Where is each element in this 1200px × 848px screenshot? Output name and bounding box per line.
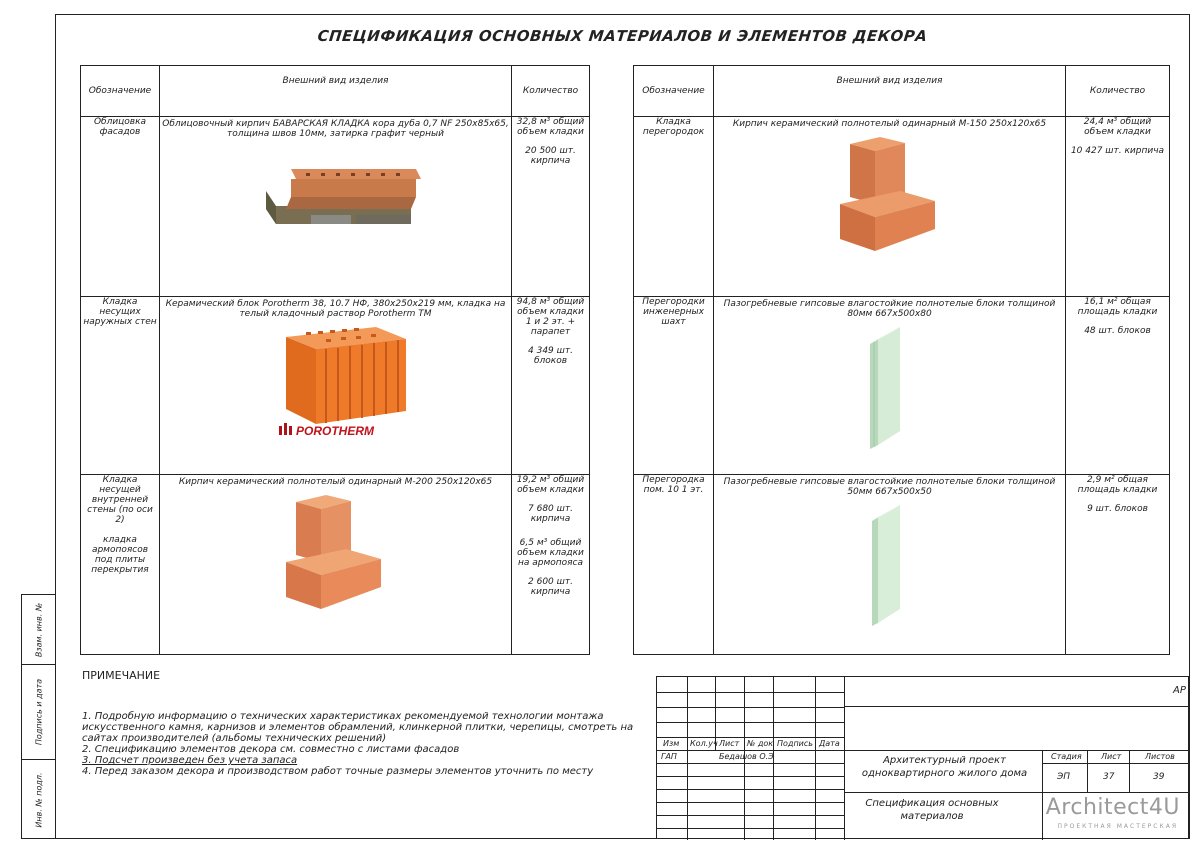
replace-inv-label: Взам. инв. №: [34, 602, 44, 657]
row-appearance: [714, 475, 1066, 655]
quantity-count-belt: 2 600 шт. кирпича: [528, 577, 573, 597]
col-header-change: Изм: [663, 739, 680, 748]
note-item: 4. Перед заказом декора и производством работ точные размеры элементов уточнить по месту: [82, 766, 594, 777]
col-header-qty: Кол.уч: [690, 739, 718, 748]
table-header: [634, 66, 1170, 117]
col-header-signature: Подпись: [777, 739, 813, 748]
row-quantity: [1066, 475, 1170, 655]
signature-date-cell: [22, 665, 56, 760]
row-designation: Перегородка пом. 10 1 эт.: [634, 475, 714, 655]
row-designation: Кладка несущей внутренней стены (по оси 2) кладка армопоясов под плиты перекрытия: [81, 475, 160, 655]
row-description: Пазогребневые гипсовые влагостойкие полнотелые блоки толщиной 80мм 667х500х80: [723, 299, 1056, 319]
row-appearance: [160, 117, 512, 297]
porotherm-logo-text: POROTHERM: [295, 424, 374, 438]
solid-brick-m200-image: [276, 487, 396, 617]
row-description: Керамический блок Porotherm 38, 10.7 НФ, 380х250х219 мм, кладка на телый кладочный раствор Porotherm TM: [165, 299, 506, 319]
sheet-title: Спецификация основных материалов: [865, 798, 999, 822]
col-header-date: Дата: [819, 739, 840, 748]
row-appearance: [160, 297, 512, 475]
quantity-area: 2,9 м² общая площадь кладки: [1077, 475, 1158, 495]
quantity-count: 10 427 шт. кирпича: [1070, 146, 1165, 156]
col-header-sheet: Лист: [719, 739, 740, 748]
row-appearance: [714, 117, 1066, 297]
sheet-label: Лист: [1101, 752, 1122, 761]
gap-name: Бедашов О.Э: [719, 752, 774, 761]
table-row: [81, 297, 590, 475]
title-block: [656, 676, 1189, 839]
header-appearance: Внешний вид изделия: [160, 66, 512, 117]
header-designation: Обозначение: [81, 66, 160, 117]
original-inv-cell: [22, 760, 56, 840]
sheets-value: 39: [1153, 772, 1165, 782]
table-row: [634, 117, 1170, 297]
table-row: [634, 297, 1170, 475]
row-designation: Кладка несущих наружных стен: [81, 297, 160, 475]
quantity-volume: 32,8 м³ общий объем кладки: [516, 117, 585, 137]
quantity-count: 20 500 шт. кирпича: [525, 146, 576, 166]
note-item: 1. Подробную информацию о технических характеристиках рекомендуемой технологии монтажа искусственного камня, карнизов и элементов обрамлений, клинкерной плитки, черепицы, смотреть на сайтах производителей (альбомы технических решений): [82, 711, 634, 744]
row-quantity: [1066, 117, 1170, 297]
replace-inv-cell: [22, 595, 56, 665]
header-quantity: Количество: [512, 66, 590, 117]
quantity-volume: 19,2 м³ общий объем кладки: [516, 475, 585, 495]
notes-heading: ПРИМЕЧАНИЕ: [82, 669, 161, 682]
table-row: [81, 117, 590, 297]
gypsum-block-50-image: [850, 497, 930, 632]
quantity-count: 7 680 шт. кирпича: [528, 504, 573, 524]
quantity-volume: 24,4 м³ общий объем кладки: [1083, 117, 1152, 137]
sheets-label: Листов: [1145, 752, 1175, 761]
row-designation: Перегородки инженерных шахт: [634, 297, 714, 475]
row-quantity: [512, 117, 590, 297]
col-header-doc: № док: [747, 739, 774, 748]
sheet-value: 37: [1103, 772, 1115, 782]
row-appearance: [160, 475, 512, 655]
gypsum-block-80-image: [850, 319, 930, 454]
row-quantity: [512, 475, 590, 655]
brand-logo: Architect4U: [1045, 795, 1180, 820]
stage-label: Стадия: [1051, 752, 1082, 761]
facing-brick-image: [236, 139, 436, 249]
header-quantity: Количество: [1066, 66, 1170, 117]
row-quantity: [1066, 297, 1170, 475]
table-row: [81, 475, 590, 655]
table-header: [81, 66, 590, 117]
note-item: 3. Подсчет произведен без учета запаса: [82, 755, 298, 766]
quantity-area: 16,1 м² общая площадь кладки: [1077, 297, 1158, 317]
binding-strip: [21, 594, 55, 839]
brand-subtitle: ПРОЕКТНАЯ МАСТЕРСКАЯ: [1057, 823, 1178, 830]
row-description: Кирпич керамический полнотелый одинарный М-150 250х120х65: [732, 119, 1047, 129]
quantity-count: 48 шт. блоков: [1084, 326, 1151, 336]
quantity-volume: 94,8 м³ общий объем кладки 1 и 2 эт. + парапет: [516, 297, 585, 337]
quantity-volume-belt: 6,5 м³ общий объем кладки на армопояса: [517, 538, 584, 568]
spec-table-left: [80, 65, 590, 655]
stage-value: ЭП: [1057, 772, 1071, 782]
row-appearance: [714, 297, 1066, 475]
quantity-count: 9 шт. блоков: [1087, 504, 1148, 514]
row-designation: Кладка перегородок: [634, 117, 714, 297]
original-inv-label: Инв. № подл.: [34, 772, 44, 828]
row-description: Пазогребневые гипсовые влагостойкие полнотелые блоки толщиной 50мм 667х500х50: [723, 477, 1056, 497]
notes-block: [82, 670, 642, 777]
header-appearance: Внешний вид изделия: [714, 66, 1066, 117]
document-code: АР: [1173, 685, 1186, 696]
porotherm-block-image: [256, 319, 416, 444]
gap-role: ГАП: [661, 752, 677, 761]
row-quantity: [512, 297, 590, 475]
row-designation: Облицовка фасадов: [81, 117, 160, 297]
signature-date-label: Подпись и дата: [34, 678, 44, 746]
spec-table-right: [633, 65, 1170, 655]
row-description: Облицовочный кирпич БАВАРСКАЯ КЛАДКА кора дуба 0,7 NF 250х85х65, толщина швов 10мм, затирка графит черный: [162, 119, 509, 139]
solid-brick-m150-image: [830, 129, 950, 259]
project-name: Архитектурный проект одноквартирного жилого дома: [861, 755, 1028, 779]
header-designation: Обозначение: [634, 66, 714, 117]
quantity-count: 4 349 шт. блоков: [528, 346, 573, 366]
table-row: [634, 475, 1170, 655]
page-title: СПЕЦИФИКАЦИЯ ОСНОВНЫХ МАТЕРИАЛОВ И ЭЛЕМЕНТОВ ДЕКОРА: [316, 27, 929, 45]
note-item: 2. Спецификацию элементов декора см. совместно с листами фасадов: [82, 744, 460, 755]
row-description: Кирпич керамический полнотелый одинарный М-200 250х120х65: [178, 477, 493, 487]
